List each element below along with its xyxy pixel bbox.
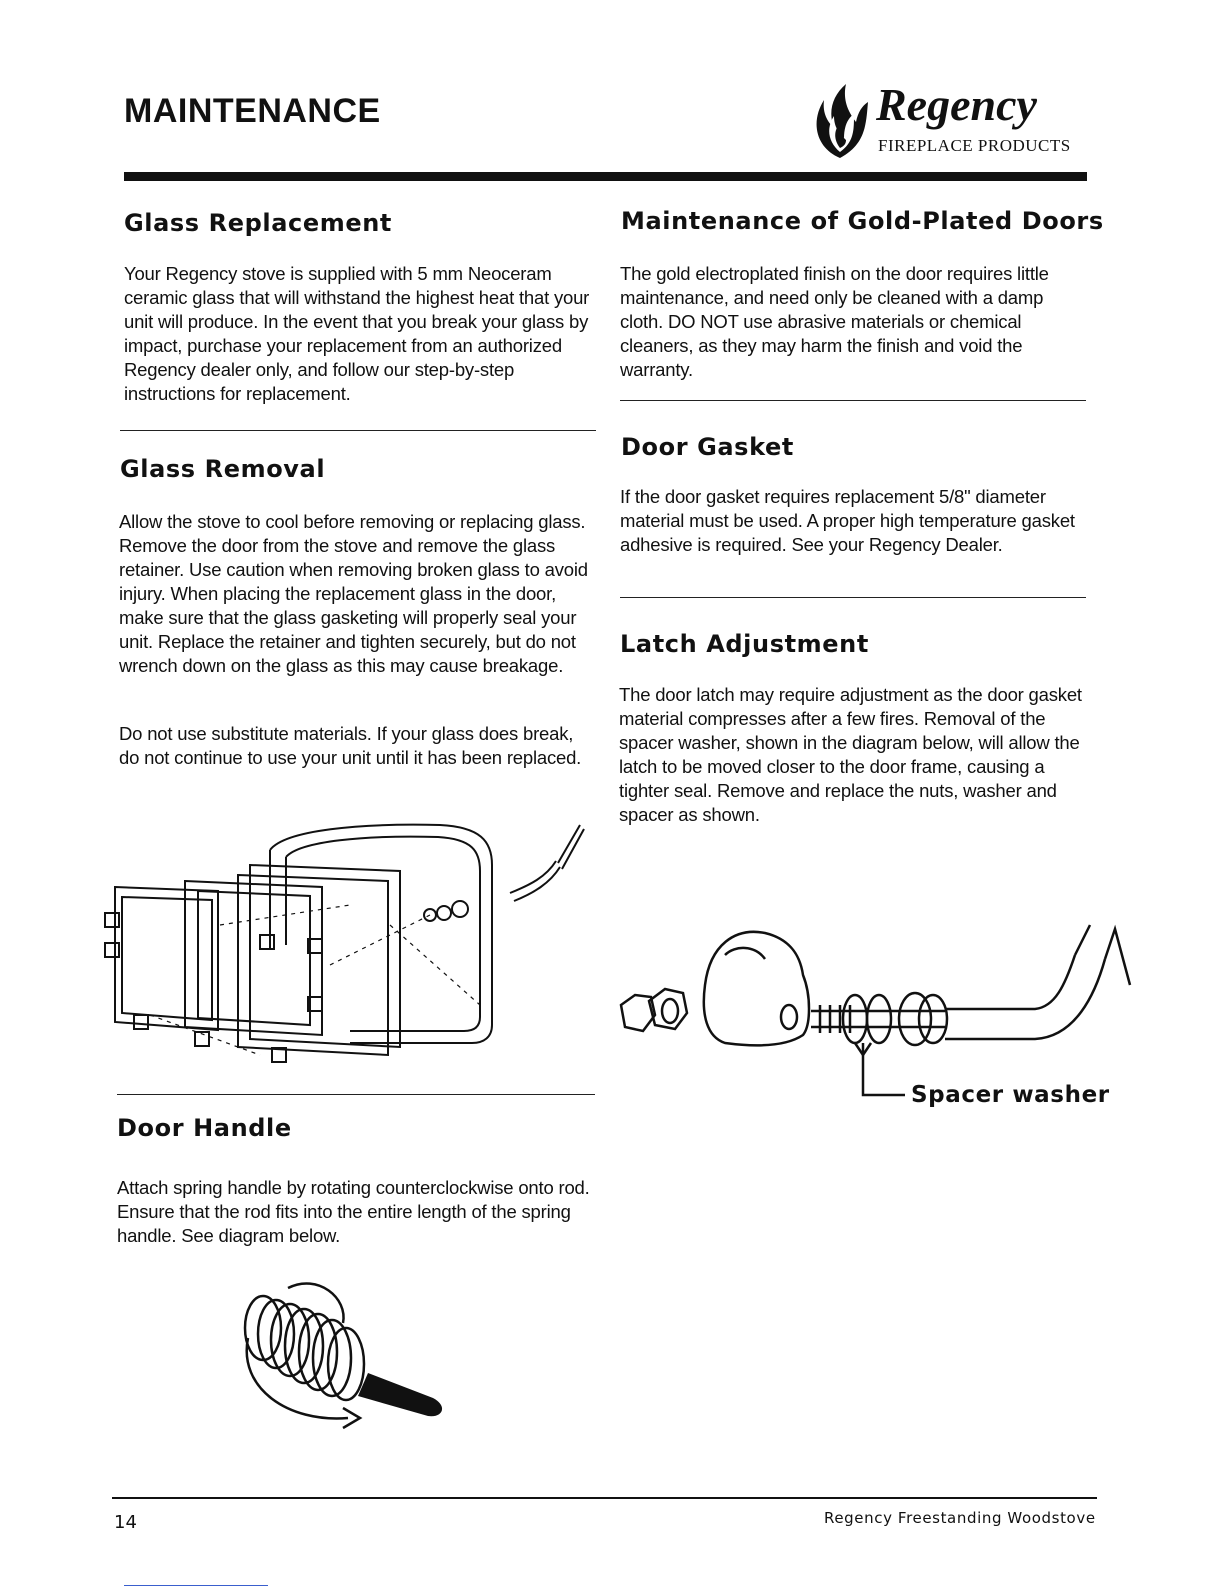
glass-removal-text: Allow the stove to cool before removing or replacing glass. Remove the door from the stove and remove the glass retainer. Use caution when removing broken glass to avoid injury. When placing the replacement glass in the door, make sure that the glass gasketing will properly seal your unit. Replace the retainer and tighten securely, but do not wrench down on the glass as this may cause breakage.	[119, 511, 588, 676]
page-title: MAINTENANCE	[124, 92, 381, 130]
latch-adjustment-text: The door latch may require adjustment as the door gasket material compresses after a few fires. Removal of the spacer washer, shown in the diagram below, will allow the latch to be moved closer to the door frame, causing a tighter seal. Remove and replace the nuts, washer and spacer as shown.	[619, 684, 1082, 825]
spring-handle-diagram	[228, 1278, 458, 1438]
glass-replacement-text: Your Regency stove is supplied with 5 mm Neoceram ceramic glass that will withstand the highest heat that your unit will produce. In the event that you break your glass by impact, purchase your replacement from an authorized Regency dealer only, and follow our step-by-step instructions for replacement.	[124, 263, 590, 404]
glass-removal-heading: Glass Removal	[120, 455, 326, 483]
section-divider	[117, 1094, 595, 1095]
latch-adjustment-heading: Latch Adjustment	[620, 630, 869, 658]
header-divider	[124, 172, 1087, 181]
page-number: 14	[114, 1512, 137, 1533]
door-gasket-text: If the door gasket requires replacement 5/8" diameter material must be used. A proper high temperature gasket adhesive is required. See your Regency Dealer.	[620, 486, 1075, 555]
footer-divider	[112, 1497, 1097, 1499]
door-handle-heading: Door Handle	[117, 1114, 292, 1142]
brand-subtitle: FIREPLACE PRODUCTS	[878, 136, 1071, 155]
gold-doors-heading: Maintenance of Gold-Plated Doors	[621, 207, 1104, 235]
glass-removal-diagram	[100, 805, 600, 1075]
section-divider	[120, 430, 596, 431]
door-gasket-heading: Door Gasket	[621, 433, 794, 461]
spacer-washer-label: Spacer washer	[911, 1082, 1110, 1108]
latch-diagram	[615, 915, 1135, 1105]
section-divider	[620, 597, 1086, 598]
footer-document-title: Regency Freestanding Woodstove	[824, 1509, 1096, 1527]
brand-name: Regency	[876, 79, 1037, 130]
brand-logo	[806, 78, 1096, 164]
glass-replacement-heading: Glass Replacement	[124, 209, 392, 237]
door-handle-text: Attach spring handle by rotating counterclockwise onto rod. Ensure that the rod fits into the entire length of the spring handle. See diagram below.	[117, 1177, 590, 1246]
section-divider	[620, 400, 1086, 401]
glass-removal-warning: Do not use substitute materials. If your glass does break, do not continue to use your unit until it has been replaced.	[119, 723, 582, 768]
gold-doors-text: The gold electroplated finish on the door requires little maintenance, and need only be cleaned with a damp cloth. DO NOT use abrasive materials or chemical cleaners, as they may harm the finish and void the warranty.	[620, 263, 1049, 380]
flame-logo-icon	[806, 82, 874, 160]
